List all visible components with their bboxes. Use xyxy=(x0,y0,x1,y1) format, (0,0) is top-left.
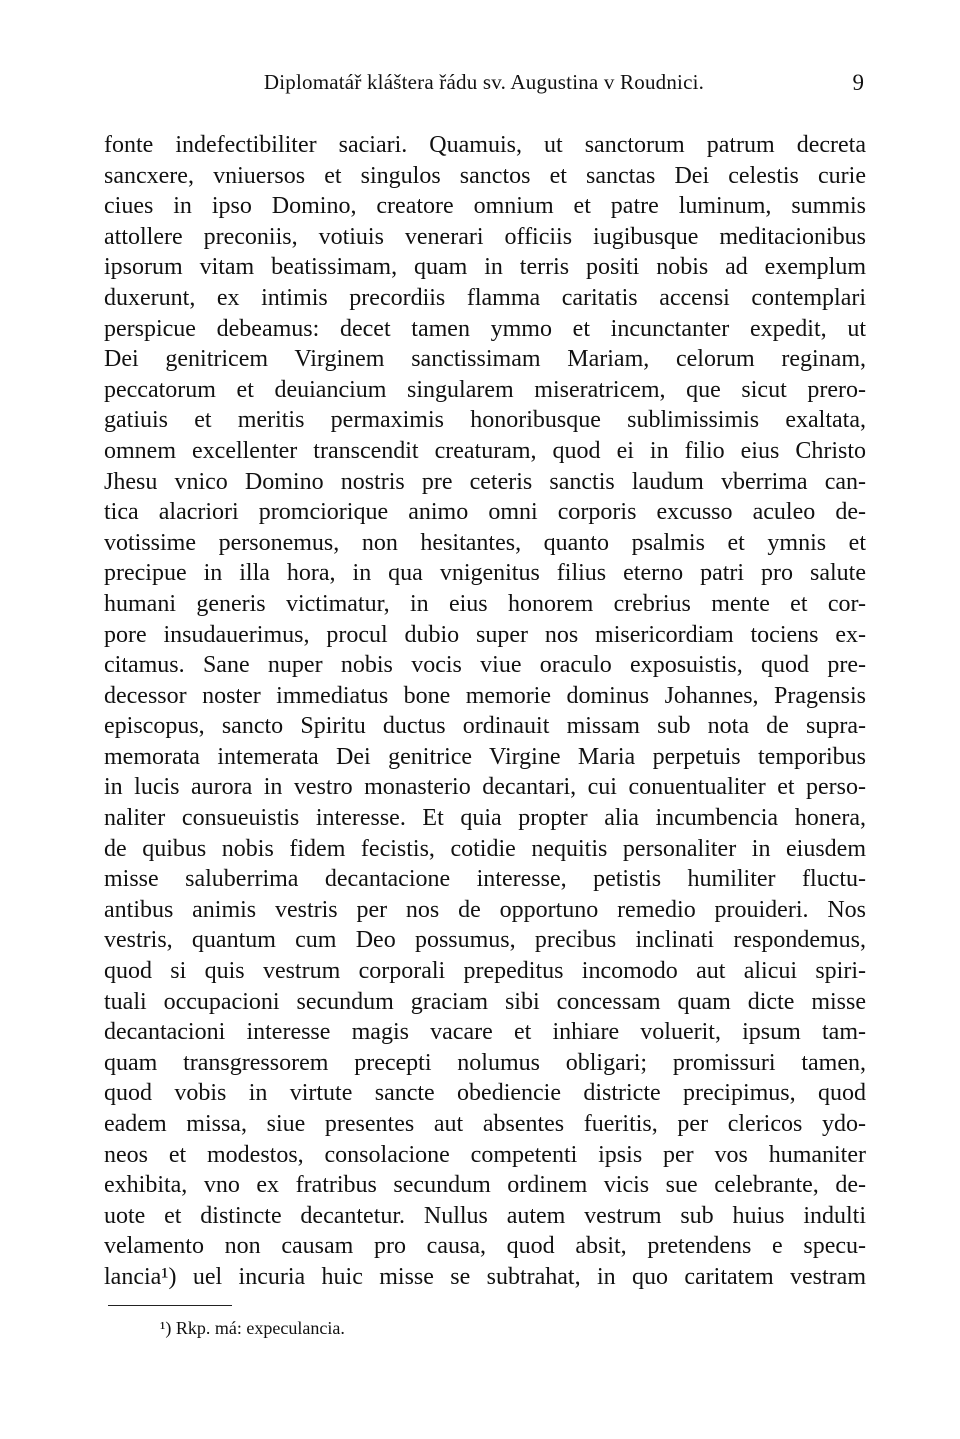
text-line: gatiuis et meritis permaximis honoribusque sublimissimis exaltata, xyxy=(104,407,866,434)
text-line: naliter consueuistis interesse. Et quia propter alia incumbencia honera, xyxy=(104,805,866,832)
text-line: quam transgressorem precepti nolumus obligari; promissuri tamen, xyxy=(104,1049,866,1076)
text-line: tuali occupacioni secundum graciam sibi concessam quam dicte misse xyxy=(104,988,866,1015)
text-line: velamento non causam pro causa, quod absit, pretendens e specu- xyxy=(104,1233,866,1260)
text-line: decessor noster immediatus bone memorie dominus Johannes, Pragensis xyxy=(104,682,866,709)
body-text xyxy=(104,130,866,1293)
text-line: fonte indefectibiliter saciari. Quamuis, ut sanctorum patrum decreta xyxy=(104,132,866,158)
text-line: sancxere, vniuersos et singulos sanctos et sanctas Dei celestis curie xyxy=(104,162,866,189)
text-line: duxerunt, ex intimis precordiis flamma caritatis accensi contemplari xyxy=(104,284,866,311)
text-line: ciues in ipso Domino, creatore omnium et patre luminum, summis xyxy=(104,193,866,220)
text-line: vestris, quantum cum Deo possumus, precibus inclinati respondemus, xyxy=(104,927,866,954)
text-line: citamus. Sane nuper nobis vocis viue oraculo exposuistis, quod pre- xyxy=(104,652,866,679)
text-line: humani generis victimatur, in eius honorem crebrius mente et cor- xyxy=(104,590,866,617)
text-line: misse saluberrima decantacione interesse, petistis humiliter fluctu- xyxy=(104,866,866,893)
page-header xyxy=(104,70,864,106)
text-line: episcopus, sancto Spiritu ductus ordinauit missam sub nota de supra- xyxy=(104,713,866,740)
text-line: lancia¹) uel incuria huic misse se subtrahat, in quo caritatem vestram xyxy=(104,1263,866,1290)
text-line: memorata intemerata Dei genitrice Virgine Maria perpetuis temporibus xyxy=(104,743,866,770)
text-line: pore insudauerimus, procul dubio super nos misericordiam tociens ex- xyxy=(104,621,866,648)
text-line: in lucis aurora in vestro monasterio decantari, cui conuentualiter et perso- xyxy=(104,774,866,801)
footnote-marker: ¹) xyxy=(160,1318,172,1338)
text-line: eadem missa, siue presentes aut absentes fueritis, per clericos ydo- xyxy=(104,1111,866,1137)
text-line: omnem excellenter transcendit creaturam, quod ei in filio eius Christo xyxy=(104,437,866,464)
page-number: 9 xyxy=(852,70,864,95)
text-line: antibus animis vestris per nos de opportuno remedio prouideri. Nos xyxy=(104,896,866,923)
text-line: quod vobis in virtute sancte obediencie districte precipimus, quod xyxy=(104,1080,866,1107)
text-line: uote et distincte decantetur. Nullus autem vestrum sub huius indulti xyxy=(104,1202,866,1229)
text-line: de quibus nobis fidem fecistis, cotidie nequitis personaliter in eiusdem xyxy=(104,835,866,862)
text-line: quod si quis vestrum corporali prepeditus incomodo aut alicui spiri- xyxy=(104,958,866,985)
text-line: tica alacriori promciorique animo omni corporis excusso aculeo de- xyxy=(104,499,866,526)
text-line: peccatorum et deuiancium singularem miseratricem, que sicut prero- xyxy=(104,376,866,403)
text-line: neos et modestos, consolacione competenti ipsis per vos humaniter xyxy=(104,1141,866,1168)
text-line: perspicue debeamus: decet tamen ymmo et incunctanter expedit, ut xyxy=(104,315,866,342)
text-line: exhibita, vno ex fratribus secundum ordinem vicis sue celebrante, de- xyxy=(104,1172,866,1199)
text-line: ipsorum vitam beatissimam, quam in terris positi nobis ad exemplum xyxy=(104,254,866,281)
footnote xyxy=(160,1318,345,1339)
text-line: Dei genitricem Virginem sanctissimam Mariam, celorum reginam, xyxy=(104,346,866,373)
text-line: attollere preconiis, votiuis venerari officiis iugibusque meditacionibus xyxy=(104,223,866,250)
footnote-text: Rkp. má: expeculancia. xyxy=(175,1318,345,1338)
text-line: Jhesu vnico Domino nostris pre ceteris sanctis laudum vberrima can- xyxy=(104,468,866,495)
text-line: precipue in illa hora, in qua vnigenitus filius eterno patri pro salute xyxy=(104,560,866,587)
text-line: votissime personemus, non hesitantes, quanto psalmis et ymnis et xyxy=(104,529,866,556)
footnote-divider xyxy=(108,1305,232,1306)
text-line: decantacioni interesse magis vacare et inhiare voluerit, ipsum tam- xyxy=(104,1019,866,1046)
running-title: Diplomatář kláštera řádu sv. Augustina v Roudnici. xyxy=(263,70,705,94)
